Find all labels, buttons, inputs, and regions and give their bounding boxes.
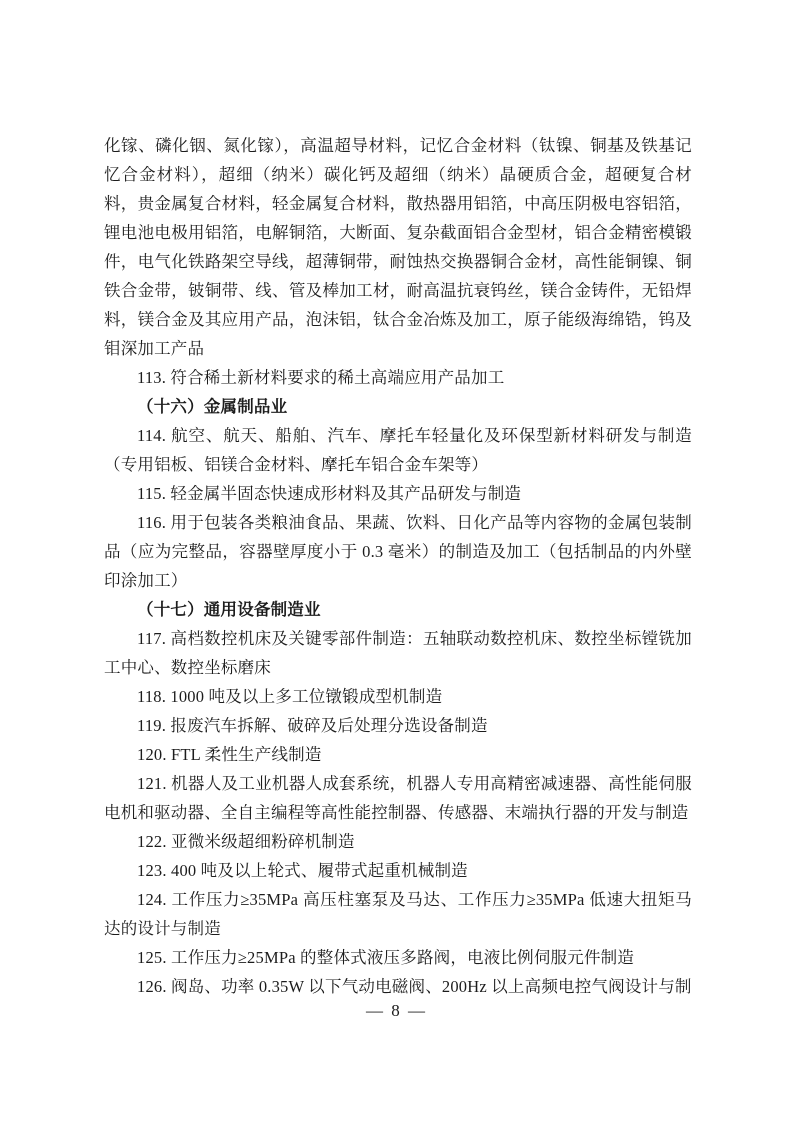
list-item-120: 120. FTL 柔性生产线制造 <box>137 745 322 764</box>
list-item-125: 125. 工作压力≥25MPa 的整体式液压多路阀，电液比例伺服元件制造 <box>137 948 635 967</box>
list-item-115: 115. 轻金属半固态快速成形材料及其产品研发与制造 <box>137 484 522 503</box>
document-text-block <box>104 131 692 1001</box>
list-item-118: 118. 1000 吨及以上多工位镦锻成型机制造 <box>137 687 443 706</box>
list-item-113: 113. 符合稀土新材料要求的稀土高端应用产品加工 <box>137 368 505 387</box>
page-number-footer: — 8 — <box>366 1001 427 1020</box>
list-item-123: 123. 400 吨及以上轮式、履带式起重机械制造 <box>137 861 468 880</box>
list-item-121: 121. 机器人及工业机器人成套系统，机器人专用高精密减速器、高性能伺服电机和驱动器、全自主编程等高性能控制器、传感器、末端执行器的开发与制造 <box>104 774 692 822</box>
list-item-124: 124. 工作压力≥35MPa 高压柱塞泵及马达、工作压力≥35MPa 低速大扭矩马达的设计与制造 <box>104 890 692 938</box>
section-heading-17-general-equipment: （十七）通用设备制造业 <box>137 600 321 619</box>
list-item-117: 117. 高档数控机床及关键零部件制造：五轴联动数控机床、数控坐标镗铣加工中心、数控坐标磨床 <box>104 629 692 677</box>
list-item-116: 116. 用于包装各类粮油食品、果蔬、饮料、日化产品等内容物的金属包装制品（应为完整品，容器壁厚度小于 0.3 毫米）的制造及加工（包括制品的内外壁印涂加工） <box>104 513 692 590</box>
section-heading-16-metal-products: （十六）金属制品业 <box>137 397 288 416</box>
paragraph-continuation-item-112: 化镓、磷化铟、氮化镓），高温超导材料，记忆合金材料（钛镍、铜基及铁基记忆合金材料），超细（纳米）碳化钙及超细（纳米）晶硬质合金，超硬复合材料，贵金属复合材料，轻金属复合材料，散热器用铝箔，中高压阴极电容铝箔，锂电池电极用铝箔，电解铜箔，大断面、复杂截面铝合金型材，铝合金精密模锻件，电气化铁路架空导线，超薄铜带，耐蚀热交换器铜合金材，高性能铜镍、铜铁合金带，铍铜带、线、管及棒加工材，耐高温抗衰钨丝，镁合金铸件，无铅焊料，镁合金及其应用产品，泡沫铝，钛合金冶炼及加工，原子能级海绵锆，钨及钼深加工产品 <box>104 136 692 358</box>
list-item-126: 126. 阀岛、功率 0.35W 以下气动电磁阀、200Hz 以上高频电控气阀设计与制 <box>137 977 692 996</box>
list-item-122: 122. 亚微米级超细粉碎机制造 <box>137 832 355 851</box>
list-item-114: 114. 航空、航天、船舶、汽车、摩托车轻量化及环保型新材料研发与制造（专用铝板、铝镁合金材料、摩托车铝合金车架等） <box>104 426 692 474</box>
list-item-119: 119. 报废汽车拆解、破碎及后处理分选设备制造 <box>137 716 488 735</box>
